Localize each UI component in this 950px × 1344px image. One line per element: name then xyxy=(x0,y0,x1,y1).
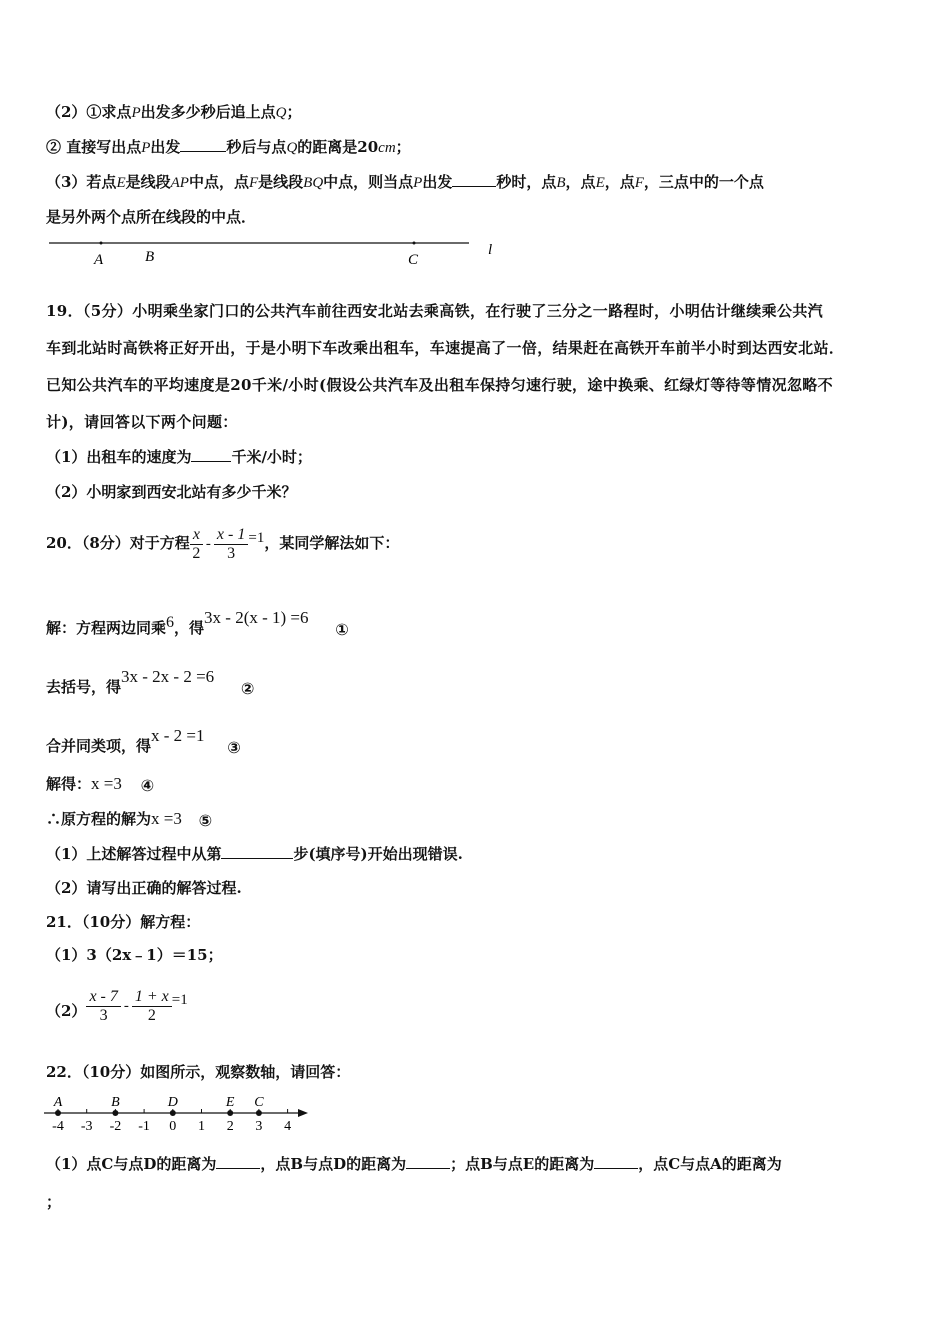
tick-label: 4 xyxy=(284,1119,292,1134)
text: ；点B与点E的距离为 xyxy=(450,1155,595,1173)
step-marker: ④ xyxy=(140,775,155,795)
tick-label: 3 xyxy=(255,1119,263,1134)
label-A: A xyxy=(94,252,104,268)
q18-part3-line2 xyxy=(46,207,256,227)
q19-line3: 已知公共汽车的平均速度是20千米/小时(假设公共汽车及出租车保持匀速行驶，途中换乘、红绿灯等待等情况忽略不 xyxy=(46,376,834,394)
var-E: E xyxy=(595,175,605,191)
point-label-C: C xyxy=(254,1095,264,1110)
text: 出发 xyxy=(422,173,453,191)
numerator: x xyxy=(190,526,203,545)
text: 解得： xyxy=(46,775,92,793)
text: ∴原方程的解为 xyxy=(46,810,152,828)
text: 20．（8分）对于方程 xyxy=(46,534,190,552)
q22-title: 22．（10分）如图所示，观察数轴，请回答： xyxy=(46,1063,351,1081)
label-B: B xyxy=(145,249,155,265)
axis-arrow xyxy=(298,1109,308,1117)
minus-sign: - xyxy=(123,998,129,1014)
text: 合并同类项，得 xyxy=(46,737,152,755)
q20-intro xyxy=(46,516,399,566)
text: ，某同学解法如下： xyxy=(264,534,400,552)
text: 中点，点 xyxy=(188,173,249,191)
equation: x - 2 =1 xyxy=(151,726,205,745)
q18-part2-line2 xyxy=(46,137,411,158)
equation-rhs: =1 xyxy=(248,530,265,546)
text: 步(填序号)开始出现错误. xyxy=(293,845,463,863)
point-label-D: D xyxy=(167,1095,178,1110)
q22-part1-end: ； xyxy=(46,1193,62,1211)
text: （1）点C与点D的距离为 xyxy=(46,1155,217,1173)
text: ，点 xyxy=(604,173,635,191)
point-C xyxy=(413,242,416,245)
numerator: 1 + x xyxy=(132,988,172,1007)
denominator: 2 xyxy=(147,1006,156,1024)
line-figure xyxy=(44,232,514,272)
step-marker: ③ xyxy=(227,737,241,757)
answer-blank[interactable] xyxy=(594,1154,638,1169)
point-E xyxy=(227,1110,233,1116)
tick-label: -1 xyxy=(138,1119,150,1134)
numerator: x - 7 xyxy=(86,988,120,1007)
point-A xyxy=(100,242,103,245)
q20-step3 xyxy=(46,716,242,766)
text: 解：方程两边同乘 xyxy=(46,619,167,637)
q21-part2 xyxy=(46,978,188,1033)
answer-blank[interactable] xyxy=(406,1154,450,1169)
point-A xyxy=(55,1110,61,1116)
fraction xyxy=(214,526,248,563)
tick-label: -2 xyxy=(109,1119,122,1134)
step-marker: ① xyxy=(335,619,349,639)
equation: 3x - 2x - 2 =6 xyxy=(121,667,215,686)
text: 是线段 xyxy=(258,173,304,191)
q20-step5 xyxy=(46,809,213,829)
point-label-A: A xyxy=(53,1095,63,1110)
distance-value: 20 xyxy=(357,138,379,156)
point-D xyxy=(170,1110,176,1116)
equation: x =3 xyxy=(91,774,122,793)
var-P: P xyxy=(141,140,151,156)
q20-step4 xyxy=(46,774,155,794)
tick-label: -4 xyxy=(52,1119,64,1134)
equation-rhs: =1 xyxy=(171,992,188,1008)
text: 出发 xyxy=(150,138,181,156)
var-B: B xyxy=(556,175,566,191)
q21-part1: （1）3（2x﹣1）＝15； xyxy=(46,946,223,964)
answer-blank[interactable] xyxy=(191,447,231,462)
q20-part1 xyxy=(46,844,463,864)
var-F: F xyxy=(248,175,259,191)
text: ，三点中的一个点 xyxy=(643,173,764,191)
fraction xyxy=(190,526,203,563)
text: 是另外两个点所在线段的中点． xyxy=(46,208,257,226)
var-Q: Q xyxy=(286,140,298,156)
q22-part1 xyxy=(46,1154,782,1174)
numerator: x - 1 xyxy=(214,526,248,545)
q20-part2: （2）请写出正确的解答过程. xyxy=(46,879,242,897)
text: （1）上述解答过程中从第 xyxy=(46,845,222,863)
text: （1）出租车的速度为 xyxy=(46,448,192,466)
point-label-E: E xyxy=(225,1095,235,1110)
var-AP: AP xyxy=(170,175,189,191)
q20-step1 xyxy=(46,598,350,648)
tick-label: -3 xyxy=(80,1119,93,1134)
number: 6 xyxy=(166,614,175,631)
var-BQ: BQ xyxy=(303,175,324,191)
step-marker: ⑤ xyxy=(198,810,213,830)
text: 千米/小时； xyxy=(231,448,312,466)
text: 秒时，点 xyxy=(496,173,557,191)
text: （2） xyxy=(46,1002,87,1020)
q19-line1: 19．（5分）小明乘坐家门口的公共汽车前往西安北站去乘高铁，在行驶了三分之一路程时，小明估计继续乘公共汽 xyxy=(46,302,824,320)
var-P: P xyxy=(131,105,141,121)
text: 秒后与点 xyxy=(226,138,287,156)
answer-blank[interactable] xyxy=(180,137,226,152)
text: 的距离是 xyxy=(297,138,358,156)
text: ② 直接写出点 xyxy=(46,138,142,156)
var-P: P xyxy=(413,175,423,191)
text: 是线段 xyxy=(125,173,171,191)
q21-title: 21．（10分）解方程： xyxy=(46,913,201,931)
fraction xyxy=(132,988,172,1025)
text: 去括号，得 xyxy=(46,678,122,696)
equation: x =3 xyxy=(151,809,182,828)
var-E: E xyxy=(116,175,126,191)
unit: cm xyxy=(378,140,396,156)
number-line xyxy=(40,1088,320,1136)
text: ； xyxy=(395,138,411,156)
point-label-B: B xyxy=(111,1095,120,1110)
equation: 3x - 2(x - 1) =6 xyxy=(204,608,309,627)
var-Q: Q xyxy=(275,105,287,121)
answer-blank[interactable] xyxy=(216,1154,260,1169)
q19-line4: 计)，请回答以下两个问题： xyxy=(46,413,238,431)
text: ，点C与点A的距离为 xyxy=(638,1155,782,1173)
text: 出发多少秒后追上点 xyxy=(140,103,276,121)
text: ，得 xyxy=(174,619,205,637)
denominator: 2 xyxy=(192,544,201,562)
q19-line2: 车到北站时高铁将正好开出，于是小明下车改乘出租车，车速提高了一倍，结果赶在高铁开车前半小时到达西安北站． xyxy=(46,339,845,357)
q18-part3-line1 xyxy=(46,172,764,193)
var-F: F xyxy=(634,175,644,191)
q19-part2: （2）小明家到西安北站有多少千米？ xyxy=(46,483,297,501)
q20-step2 xyxy=(46,657,255,707)
text: 中点，则当点 xyxy=(323,173,414,191)
tick-label: 1 xyxy=(198,1119,205,1134)
point-C xyxy=(256,1110,262,1116)
fraction xyxy=(86,988,120,1025)
answer-blank[interactable] xyxy=(221,844,293,859)
q19-part1 xyxy=(46,447,312,467)
text: （3）若点 xyxy=(46,173,117,191)
denominator: 3 xyxy=(227,544,236,562)
q18-part2-line1 xyxy=(46,102,302,123)
minus-sign: - xyxy=(205,536,211,552)
text: ； xyxy=(286,103,302,121)
step-marker: ② xyxy=(240,678,255,698)
tick-label: 0 xyxy=(169,1119,177,1134)
point-B xyxy=(112,1110,118,1116)
tick-label: 2 xyxy=(226,1119,234,1134)
text: ，点B与点D的距离为 xyxy=(260,1155,407,1173)
answer-blank[interactable] xyxy=(452,172,496,187)
text: （2）①求点 xyxy=(46,103,132,121)
denominator: 3 xyxy=(99,1006,108,1024)
label-C: C xyxy=(408,252,419,268)
label-l: l xyxy=(488,242,493,258)
text: ，点 xyxy=(565,173,596,191)
